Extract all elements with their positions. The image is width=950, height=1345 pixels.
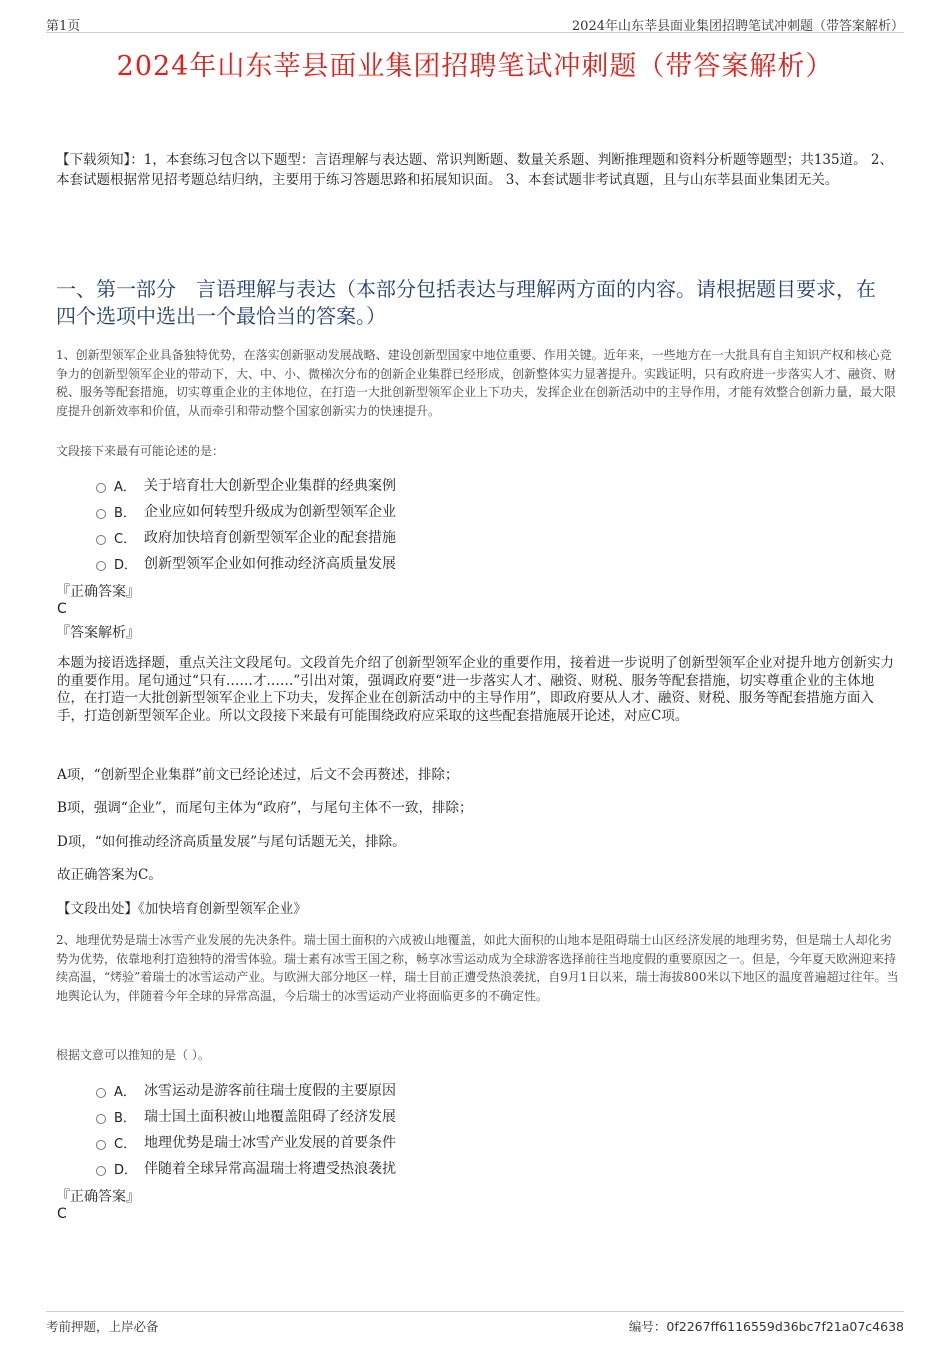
radio-icon[interactable]: [96, 1088, 106, 1098]
option-text: 地理优势是瑞士冰雪产业发展的首要条件: [144, 1135, 396, 1151]
document-title: 2024年山东莘县面业集团招聘笔试冲刺题（带答案解析）: [116, 51, 834, 82]
option-letter: C．: [114, 531, 137, 547]
question-2-prompt: 根据文意可以推知的是（ ）。: [56, 1048, 210, 1062]
option-a[interactable]: [96, 1077, 396, 1103]
option-text: 政府加快培育创新型领军企业的配套措施: [144, 530, 396, 546]
answer-value: C: [57, 601, 67, 617]
option-d[interactable]: [96, 1155, 396, 1181]
page-footer: [46, 1311, 904, 1340]
option-text: 瑞士国土面积被山地覆盖阻碍了经济发展: [144, 1109, 396, 1125]
analysis-point-d: D项，“如何推动经济高质量发展”与尾句话题无关，排除。: [57, 834, 406, 850]
download-notice: 【下载须知】：1，本套练习包含以下题型：言语理解与表达题、常识判断题、数量关系题、判断推理题和资料分析题等题型；共135道。 2、本套试题根据常见招考题总结归纳，主要用于练习答题思路和拓展知识面。 3、本套试题非考试真题，且与山东莘县面业集团无关。: [56, 152, 893, 188]
option-letter: D．: [114, 557, 138, 573]
option-letter: D．: [114, 1162, 138, 1178]
analysis-label: 『答案解析』: [56, 625, 140, 641]
analysis-point-a: A项，“创新型企业集群”前文已经论述过，后文不会再赘述，排除；: [57, 767, 459, 783]
radio-icon[interactable]: [96, 561, 106, 571]
code-value: 0f2267ff6116559d36bc7f21a07c4638: [666, 1319, 904, 1334]
question-1-options: [96, 472, 396, 576]
answer-label: 『正确答案』: [56, 1189, 140, 1205]
option-c[interactable]: [96, 524, 396, 550]
question-2-text: 2、地理优势是瑞士冰雪产业发展的先决条件。瑞士国土面积的六成被山地覆盖，如此大面积的山地本是阻碍瑞士山区经济发展的地理劣势，但是瑞士人却化劣势为优势，依靠地利打造独特的滑雪体验。瑞士素有冰雪王国之称，畅享冰雪运动成为全球游客选择前往当地度假的重要原因之一。但是，今年夏天欧洲迎来持续高温，“烤验”着瑞士的冰雪运动产业。与欧洲大部分地区一样，瑞士目前正遭受热浪袭扰，自9月1日以来，瑞士海拔800米以下地区的温度普遍超过往年。当地舆论认为，伴随着今年全球的异常高温，今后瑞士的冰雪运动产业将面临更多的不确定性。: [56, 933, 899, 1003]
radio-icon[interactable]: [96, 1140, 106, 1150]
option-text: 冰雪运动是游客前往瑞士度假的主要原因: [144, 1083, 396, 1099]
option-a[interactable]: [96, 472, 396, 498]
question-2-options: [96, 1077, 396, 1181]
code-label: 编号：: [628, 1319, 667, 1334]
answer-value: C: [57, 1206, 67, 1222]
option-text: 伴随着全球异常高温瑞士将遭受热浪袭扰: [144, 1161, 396, 1177]
option-text: 创新型领军企业如何推动经济高质量发展: [144, 556, 396, 572]
footer-slogan: 考前押题，上岸必备: [46, 1319, 159, 1334]
radio-icon[interactable]: [96, 483, 106, 493]
option-b[interactable]: [96, 498, 396, 524]
option-b[interactable]: [96, 1103, 396, 1129]
analysis-text: 本题为接语选择题，重点关注文段尾句。文段首先介绍了创新型领军企业的重要作用，接着进一步说明了创新型领军企业对提升地方创新实力的重要作用。尾句通过“只有……才……”引出对策，强调政府要“进一步落实人才、融资、财税、服务等配套措施，切实尊重企业的主体地位，在打造一大批创新型领军企业上下功夫，发挥企业在创新活动中的主导作用”，即政府要从人才、融资、财税、服务等配套措施方面入手，打造创新型领军企业。所以文段接下来最有可能围绕政府应采取的这些配套措施展开论述，对应C项。: [57, 655, 894, 724]
section-heading: 一、第一部分 言语理解与表达（本部分包括表达与理解两方面的内容。请根据题目要求，在四个选项中选出一个最恰当的答案。）: [56, 277, 876, 328]
document-code: [629, 1317, 904, 1335]
running-title: 2024年山东莘县面业集团招聘笔试冲刺题（带答案解析）: [571, 19, 904, 34]
radio-icon[interactable]: [96, 535, 106, 545]
option-text: 企业应如何转型升级成为创新型领军企业: [144, 504, 396, 520]
option-letter: A．: [114, 1084, 136, 1100]
option-letter: B．: [114, 1110, 136, 1126]
source-citation: 【文段出处】《加快培育创新型领军企业》: [57, 901, 307, 917]
analysis-point-b: B项，强调“企业”，而尾句主体为“政府”，与尾句主体不一致，排除；: [57, 800, 473, 816]
question-1-text: 1、创新型领军企业具备独特优势，在落实创新驱动发展战略、建设创新型国家中地位重要、作用关键。近年来，一些地方在一大批具有自主知识产权和核心竞争力的创新型领军企业的带动下，大、中、小、微梯次分布的创新企业集群已经形成，创新整体实力显著提升。实践证明，只有政府进一步落实人才、融资、财税、服务等配套措施，切实尊重企业的主体地位，在打造一大批创新型领军企业上下功夫，发挥企业在创新活动中的主导作用，才能有效整合创新力量，最大限度提升创新效率和价值，从而牵引和带动整个国家创新实力的快速提升。: [56, 348, 897, 418]
option-letter: A．: [114, 479, 136, 495]
radio-icon[interactable]: [96, 1114, 106, 1124]
question-1-prompt: 文段接下来最有可能论述的是：: [56, 444, 225, 458]
option-letter: B．: [114, 505, 136, 521]
option-letter: C．: [114, 1136, 137, 1152]
answer-label: 『正确答案』: [56, 584, 140, 600]
radio-icon[interactable]: [96, 1166, 106, 1176]
radio-icon[interactable]: [96, 509, 106, 519]
page-header: [46, 12, 904, 33]
analysis-conclusion: 故正确答案为C。: [57, 867, 162, 883]
page-number: 第1页: [46, 19, 81, 34]
option-d[interactable]: [96, 550, 396, 576]
option-c[interactable]: [96, 1129, 396, 1155]
option-text: 关于培育壮大创新型企业集群的经典案例: [144, 478, 396, 494]
